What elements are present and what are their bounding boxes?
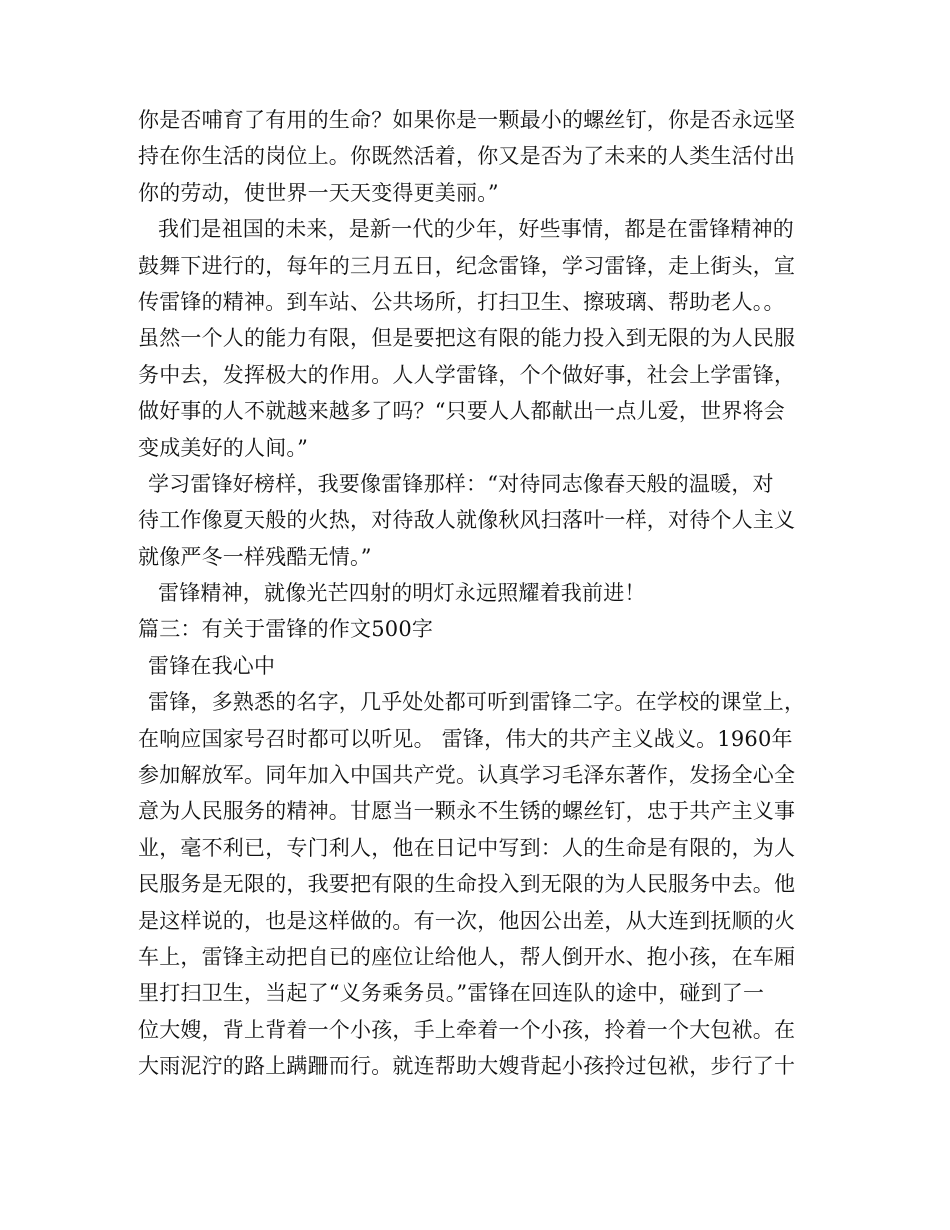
text-line: 意为人民服务的精神。甘愿当一颗永不生锈的螺丝钉，忠于共产主义事: [138, 799, 796, 824]
text-line: 里打扫卫生，当起了“义务乘务员。”雷锋在回连队的途中，碰到了一: [138, 981, 765, 1006]
text-line: 位大嫂，背上背着一个小孩，手上牵着一个小孩，拎着一个大包袱。在: [138, 1017, 796, 1042]
text-line: 虽然一个人的能力有限，但是要把这有限的能力投入到无限的为人民服: [138, 326, 796, 351]
text-line: 车上，雷锋主动把自已的座位让给他人，帮人倒开水、抱小孩，在车厢: [138, 944, 796, 969]
text-line: 学习雷锋好榜样，我要像雷锋那样：“对待同志像春天般的温暖，对: [148, 471, 774, 496]
section-heading: 篇三：有关于雷锋的作文500字: [138, 617, 434, 642]
text-line: 业，毫不利已，专门利人，他在日记中写到：人的生命是有限的，为人: [138, 835, 796, 860]
text-line: 鼓舞下进行的，每年的三月五日，纪念雷锋，学习雷锋，走上街头，宣: [138, 253, 796, 278]
text-line: 做好事的人不就越来越多了吗？“只要人人都献出一点儿爱，世界将会: [138, 399, 785, 424]
text-line: 在响应国家号召时都可以听见。 雷锋，伟大的共产主义战义。1960年: [138, 726, 793, 751]
text-line: 大雨泥泞的路上蹒跚而行。就连帮助大嫂背起小孩拎过包袱，步行了十: [138, 1054, 796, 1079]
text-line: 你是否哺育了有用的生命？如果你是一颗最小的螺丝钉，你是否永远坚: [138, 108, 796, 132]
text-line: 持在你生活的岗位上。你既然活着，你又是否为了未来的人类生活付出: [138, 144, 796, 169]
text-line: 传雷锋的精神。到车站、公共场所，打扫卫生、擦玻璃、帮助老人。。: [138, 289, 785, 314]
text-line: 就像严冬一样残酷无情。”: [138, 544, 372, 569]
text-line: 参加解放军。同年加入中国共产党。认真学习毛泽东著作，发扬全心全: [138, 763, 796, 788]
text-line: 待工作像夏天般的火热，对待敌人就像秋风扫落叶一样，对待个人主义: [138, 508, 796, 533]
text-line: 民服务是无限的，我要把有限的生命投入到无限的为人民服务中去。他: [138, 872, 796, 897]
text-line: 务中去，发挥极大的作用。人人学雷锋，个个做好事，社会上学雷锋，: [138, 362, 796, 387]
text-line: 我们是祖国的未来，是新一代的少年，好些事情，都是在雷锋精神的: [158, 217, 794, 242]
text-line: 变成美好的人间。”: [138, 435, 309, 460]
text-line: 你的劳动，使世界一天天变得更美丽。”: [138, 180, 499, 205]
text-line: 雷锋，多熟悉的名字，几乎处处都可听到雷锋二字。在学校的课堂上，: [148, 690, 806, 715]
text-line: 雷锋精神，就像光芒四射的明灯永远照耀着我前进！: [158, 581, 646, 606]
document-page: [138, 102, 828, 1085]
essay-title: 雷锋在我心中: [148, 653, 276, 678]
text-line: 是这样说的，也是这样做的。有一次，他因公出差，从大连到抚顺的火: [138, 908, 796, 933]
